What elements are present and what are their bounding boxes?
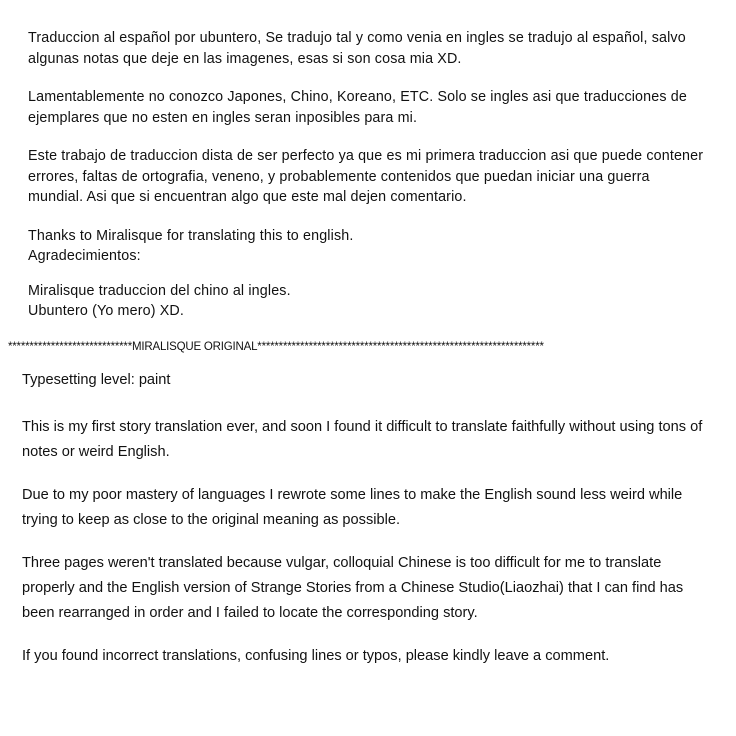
paragraph-spanish-1: Traduccion al español por ubuntero, Se tradujo tal y como venia en ingles se tradujo al español, salvo algunas notas que deje en las imagenes, esas si son cosa mia XD. [28, 30, 686, 67]
paragraph-thanks: Thanks to Miralisque for translating this to english. [28, 227, 354, 244]
paragraph-english-1: This is my first story translation ever, and soon I found it difficult to translate faithfully without using tons of notes or weird English. [22, 418, 703, 460]
paragraph-spanish-2: Lamentablemente no conozco Japones, Chino, Koreano, ETC. Solo se ingles asi que traducciones de ejemplares que no esten en ingles seran inposibles para mi. [28, 89, 687, 126]
paragraph-english-4: If you found incorrect translations, confusing lines or typos, please kindly leave a comment. [22, 647, 610, 664]
paragraph-typesetting-level: Typesetting level: paint [22, 371, 171, 388]
divider-stars-right: ******************************************************************* [257, 340, 544, 353]
section-divider [0, 340, 736, 354]
paragraph-spanish-3: Este trabajo de traduccion dista de ser perfecto ya que es mi primera traduccion asi que puede contener errores, faltas de ortografia, veneno, y probablemente contenidos que puedan iniciar una guerra mundial. Asi que si encuentran algo que este mal dejen comentario. [28, 148, 704, 205]
spanish-notes-section [0, 0, 736, 322]
paragraph-credits-heading: Agradecimientos: [28, 248, 141, 264]
paragraph-english-3: Three pages weren't translated because vulgar, colloquial Chinese is too difficult for me to translate properly and the English version of Strange Stories from a Chinese Studio(Liaozhai) that I can find has been rearranged in order and I failed to locate the corresponding story. [22, 554, 684, 621]
paragraph-credit-miralisque: Miralisque traduccion del chino al ingles. [28, 282, 291, 299]
english-notes-section [0, 354, 736, 669]
paragraph-english-2: Due to my poor mastery of languages I rewrote some lines to make the English sound less weird while trying to keep as close to the original meaning as possible. [22, 486, 683, 528]
divider-stars-left: ***************************** [8, 340, 132, 353]
paragraph-credit-ubuntero: Ubuntero (Yo mero) XD. [28, 303, 184, 319]
divider-label: MIRALISQUE ORIGINAL [132, 340, 258, 353]
